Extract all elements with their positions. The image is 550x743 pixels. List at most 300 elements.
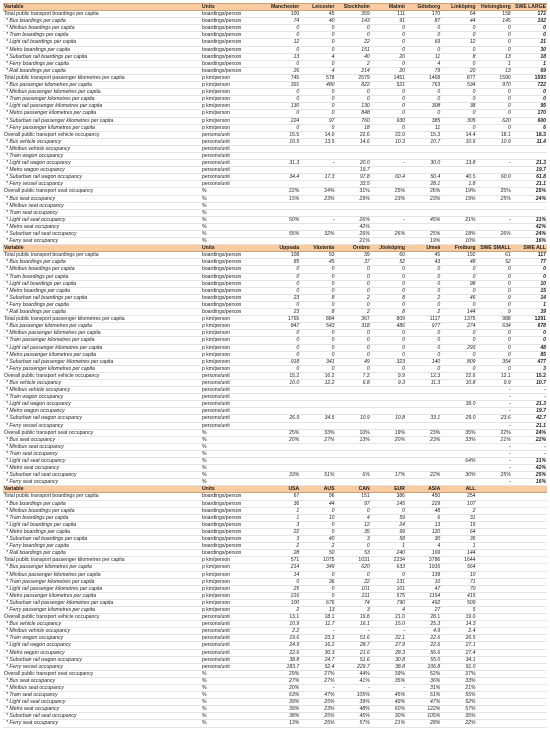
row-label: * Metro seat occupancy bbox=[3, 706, 201, 713]
cell-value bbox=[336, 450, 371, 457]
cell-value: 216 bbox=[265, 592, 300, 599]
cell-value: 0 bbox=[300, 337, 335, 344]
table-row bbox=[3, 635, 547, 642]
cell-value: 0 bbox=[371, 273, 406, 280]
row-label: * Suburban rail boardings per capita bbox=[3, 536, 201, 543]
cell-value: 254 bbox=[441, 493, 476, 500]
cell-value bbox=[477, 536, 512, 543]
cell-value: 0 bbox=[265, 301, 300, 308]
cell-value: 24% bbox=[512, 429, 547, 436]
table-row bbox=[3, 670, 547, 677]
cell-value: 359 bbox=[336, 11, 371, 18]
cell-value: 50.4 bbox=[406, 174, 441, 181]
cell-value bbox=[477, 599, 512, 606]
row-label: * Tram passenger kilometres per capita bbox=[3, 578, 201, 585]
cell-value bbox=[406, 152, 441, 159]
table-row bbox=[3, 507, 547, 514]
cell-value: 69 bbox=[512, 67, 547, 74]
cell-value: 492 bbox=[406, 599, 441, 606]
cell-value: 47 bbox=[406, 585, 441, 592]
cell-value: 23.3 bbox=[300, 635, 335, 642]
cell-value: 12 bbox=[336, 521, 371, 528]
cell-value: 42% bbox=[336, 223, 371, 230]
cell-value bbox=[371, 181, 406, 188]
table-row bbox=[3, 96, 547, 103]
cell-value bbox=[406, 387, 441, 394]
cell-value: 13% bbox=[336, 436, 371, 443]
row-label: * Bus boardings per capita bbox=[3, 500, 201, 507]
cell-value bbox=[406, 479, 441, 486]
cell-value: 122% bbox=[406, 706, 441, 713]
cell-value: 2 bbox=[336, 309, 371, 316]
cell-value: 23% bbox=[406, 195, 441, 202]
cell-value bbox=[477, 656, 512, 663]
cell-value: 22.6 bbox=[336, 131, 371, 138]
cell-value bbox=[512, 578, 547, 585]
row-label: * Minibus passenger kilometres per capita bbox=[3, 330, 201, 337]
cell-value: 0 bbox=[441, 46, 476, 53]
row-unit: % bbox=[201, 238, 265, 245]
cell-value: 26% bbox=[477, 231, 512, 238]
cell-value: 509 bbox=[441, 599, 476, 606]
cell-value: 60.4 bbox=[371, 174, 406, 181]
cell-value: 22% bbox=[512, 436, 547, 443]
cell-value: 14 bbox=[512, 294, 547, 301]
cell-value: 20% bbox=[371, 436, 406, 443]
cell-value: 0 bbox=[512, 330, 547, 337]
cell-value: 0 bbox=[300, 287, 335, 294]
row-label: * Minibus vehicle occupancy bbox=[3, 145, 201, 152]
row-unit: p km/person bbox=[201, 110, 265, 117]
row-label: * Ferry seat occupancy bbox=[3, 479, 201, 486]
cell-value: 21.1 bbox=[512, 422, 547, 429]
cell-value: 101 bbox=[371, 585, 406, 592]
cell-value: 97 bbox=[336, 500, 371, 507]
cell-value: 12.1 bbox=[477, 372, 512, 379]
cell-value: 29% bbox=[265, 670, 300, 677]
cell-value: 0 bbox=[265, 25, 300, 32]
row-unit: boardings/person bbox=[201, 550, 265, 557]
row-label: * Metro wagon occupancy bbox=[3, 408, 201, 415]
cell-value bbox=[406, 465, 441, 472]
cell-value: 847 bbox=[265, 323, 300, 330]
cell-value bbox=[441, 422, 476, 429]
cell-value: 0 bbox=[371, 60, 406, 67]
cell-value bbox=[371, 401, 406, 408]
cell-value bbox=[477, 181, 512, 188]
row-unit: boardings/person bbox=[201, 11, 265, 18]
header-column: SWE ALL bbox=[512, 245, 547, 252]
cell-value bbox=[477, 677, 512, 684]
cell-value: 0 bbox=[406, 32, 441, 39]
cell-value: 50 bbox=[300, 550, 335, 557]
header-column: Västerås bbox=[300, 245, 335, 252]
cell-value: 23% bbox=[406, 429, 441, 436]
cell-value bbox=[441, 394, 476, 401]
cell-value: 15.5 bbox=[265, 131, 300, 138]
cell-value bbox=[371, 422, 406, 429]
cell-value: - bbox=[371, 685, 406, 692]
table-row bbox=[3, 450, 547, 457]
cell-value bbox=[300, 401, 335, 408]
cell-value: 10 bbox=[441, 571, 476, 578]
table-row bbox=[3, 330, 547, 337]
table-row bbox=[3, 280, 547, 287]
cell-value bbox=[265, 401, 300, 408]
cell-value bbox=[477, 685, 512, 692]
cell-value: 22% bbox=[406, 472, 441, 479]
cell-value: - bbox=[512, 394, 547, 401]
cell-value: 0 bbox=[336, 273, 371, 280]
cell-value bbox=[371, 450, 406, 457]
cell-value: 34.1 bbox=[441, 656, 476, 663]
row-label: * Tram wagon occupancy bbox=[3, 635, 201, 642]
table-row bbox=[3, 344, 547, 351]
cell-value: 0 bbox=[300, 266, 335, 273]
row-label: * Light rail seat occupancy bbox=[3, 216, 201, 223]
cell-value: 678 bbox=[512, 323, 547, 330]
cell-value: 1765 bbox=[265, 316, 300, 323]
cell-value: 111 bbox=[371, 11, 406, 18]
cell-value: 22% bbox=[477, 429, 512, 436]
table-row bbox=[3, 273, 547, 280]
cell-value: 13.5 bbox=[300, 138, 335, 145]
row-unit: % bbox=[201, 195, 265, 202]
cell-value: 15 bbox=[512, 287, 547, 294]
header-row bbox=[3, 486, 547, 493]
cell-value: 170 bbox=[406, 11, 441, 18]
cell-value: 0 bbox=[300, 592, 335, 599]
row-label: * Bus boardings per capita bbox=[3, 18, 201, 25]
cell-value: 43 bbox=[406, 259, 441, 266]
cell-value: 13 bbox=[300, 606, 335, 613]
row-label: Total public transport boardings per capita bbox=[3, 252, 201, 259]
cell-value: 0 bbox=[371, 103, 406, 110]
header-units: Units bbox=[201, 245, 265, 252]
cell-value: 46 bbox=[441, 294, 476, 301]
cell-value: 183.7 bbox=[265, 663, 300, 670]
row-label: * Light rail passenger kilometres per capita bbox=[3, 103, 201, 110]
cell-value: 0 bbox=[336, 266, 371, 273]
cell-value: 884 bbox=[300, 316, 335, 323]
data-table bbox=[3, 3, 547, 728]
cell-value: 64 bbox=[441, 11, 476, 18]
cell-value: 0 bbox=[477, 46, 512, 53]
row-unit: % bbox=[201, 677, 265, 684]
cell-value: 0 bbox=[300, 39, 335, 46]
cell-value: 170 bbox=[512, 110, 547, 117]
cell-value: 2 bbox=[336, 60, 371, 67]
cell-value: 10.7 bbox=[512, 379, 547, 386]
cell-value: 52% bbox=[441, 699, 476, 706]
cell-value: 1154 bbox=[406, 592, 441, 599]
header-column: Stockholm bbox=[336, 4, 371, 11]
cell-value: 27% bbox=[300, 436, 335, 443]
cell-value: 0 bbox=[512, 337, 547, 344]
cell-value: 0 bbox=[371, 124, 406, 131]
cell-value: 3 bbox=[265, 521, 300, 528]
cell-value: 0 bbox=[371, 89, 406, 96]
cell-value: 0 bbox=[300, 521, 335, 528]
cell-value: - bbox=[477, 465, 512, 472]
table-row bbox=[3, 82, 547, 89]
cell-value: 0 bbox=[406, 287, 441, 294]
cell-value: 39% bbox=[265, 706, 300, 713]
cell-value bbox=[300, 422, 335, 429]
header-column bbox=[512, 486, 547, 493]
row-unit: % bbox=[201, 223, 265, 230]
table-row bbox=[3, 11, 547, 18]
cell-value bbox=[441, 209, 476, 216]
table-body bbox=[3, 4, 547, 728]
cell-value: 31% bbox=[336, 188, 371, 195]
cell-value: 745 bbox=[265, 74, 300, 81]
cell-value: 21.3 bbox=[512, 160, 547, 167]
row-unit: p km/person bbox=[201, 578, 265, 585]
cell-value: 1117 bbox=[406, 316, 441, 323]
cell-value: 60.0 bbox=[477, 174, 512, 181]
row-label: * Bus passenger kilometres per capita bbox=[3, 82, 201, 89]
cell-value bbox=[512, 656, 547, 663]
cell-value bbox=[300, 450, 335, 457]
cell-value: 0 bbox=[265, 46, 300, 53]
row-unit: boardings/person bbox=[201, 528, 265, 535]
row-unit: p km/person bbox=[201, 323, 265, 330]
cell-value: 214 bbox=[336, 67, 371, 74]
cell-value bbox=[300, 145, 335, 152]
cell-value: 25% bbox=[300, 699, 335, 706]
cell-value: 0 bbox=[371, 301, 406, 308]
table-row bbox=[3, 138, 547, 145]
row-unit: boardings/person bbox=[201, 287, 265, 294]
cell-value: 15.0 bbox=[371, 621, 406, 628]
row-unit: % bbox=[201, 720, 265, 727]
cell-value: 27.4 bbox=[441, 649, 476, 656]
row-unit: % bbox=[201, 209, 265, 216]
table-row bbox=[3, 316, 547, 323]
cell-value: 0 bbox=[477, 351, 512, 358]
cell-value: 0 bbox=[336, 351, 371, 358]
row-label: Total public transport boardings per capita bbox=[3, 493, 201, 500]
cell-value: 105% bbox=[336, 692, 371, 699]
header-column: Helsingborg bbox=[477, 4, 512, 11]
cell-value bbox=[300, 181, 335, 188]
cell-value bbox=[265, 422, 300, 429]
row-label: * Suburban rail boardings per capita bbox=[3, 294, 201, 301]
cell-value: 45 bbox=[300, 11, 335, 18]
cell-value bbox=[512, 592, 547, 599]
cell-value: 42% bbox=[512, 465, 547, 472]
cell-value: 12.3 bbox=[406, 372, 441, 379]
table-row bbox=[3, 188, 547, 195]
cell-value: 12.2 bbox=[300, 379, 335, 386]
cell-value: 0 bbox=[406, 89, 441, 96]
table-row bbox=[3, 209, 547, 216]
cell-value: 15.3 bbox=[406, 131, 441, 138]
cell-value bbox=[406, 422, 441, 429]
cell-value bbox=[336, 202, 371, 209]
row-unit: % bbox=[201, 216, 265, 223]
cell-value: 0 bbox=[336, 337, 371, 344]
cell-value: 26.9 bbox=[265, 415, 300, 422]
cell-value: 139 bbox=[406, 571, 441, 578]
cell-value: - bbox=[371, 628, 406, 635]
cell-value: 0 bbox=[300, 507, 335, 514]
table-row bbox=[3, 550, 547, 557]
cell-value bbox=[441, 145, 476, 152]
cell-value: 27% bbox=[300, 677, 335, 684]
row-unit: p km/person bbox=[201, 96, 265, 103]
cell-value: 0 bbox=[512, 32, 547, 39]
cell-value: 33.5 bbox=[336, 181, 371, 188]
cell-value: 56.6 bbox=[406, 649, 441, 656]
cell-value: 575 bbox=[371, 592, 406, 599]
row-unit: p km/person bbox=[201, 74, 265, 81]
cell-value: 480 bbox=[300, 82, 335, 89]
table-row bbox=[3, 514, 547, 521]
cell-value: 31% bbox=[512, 458, 547, 465]
cell-value: 367 bbox=[336, 316, 371, 323]
row-label: * Metro wagon occupancy bbox=[3, 167, 201, 174]
cell-value: 305 bbox=[441, 117, 476, 124]
cell-value: 14.0 bbox=[300, 131, 335, 138]
row-unit: persons/unit bbox=[201, 160, 265, 167]
cell-value: 633 bbox=[371, 564, 406, 571]
cell-value: 39% bbox=[265, 699, 300, 706]
row-label: * Minibus vehicle occupancy bbox=[3, 628, 201, 635]
row-unit: persons/unit bbox=[201, 145, 265, 152]
cell-value: 977 bbox=[406, 323, 441, 330]
table-row bbox=[3, 238, 547, 245]
row-unit: % bbox=[201, 202, 265, 209]
cell-value bbox=[477, 670, 512, 677]
header-column: USA bbox=[265, 486, 300, 493]
cell-value: 35% bbox=[371, 677, 406, 684]
cell-value: 6 bbox=[406, 514, 441, 521]
cell-value: 19% bbox=[441, 188, 476, 195]
cell-value: 9.3 bbox=[371, 379, 406, 386]
row-label: Overall public transport vehicle occupancy bbox=[3, 131, 201, 138]
cell-value: - bbox=[477, 450, 512, 457]
cell-value bbox=[371, 152, 406, 159]
row-label: * Ferry seat occupancy bbox=[3, 720, 201, 727]
row-unit: p km/person bbox=[201, 606, 265, 613]
cell-value: 763 bbox=[406, 82, 441, 89]
cell-value: 22 bbox=[265, 528, 300, 535]
cell-value: 11.7 bbox=[300, 621, 335, 628]
cell-value: 131 bbox=[371, 578, 406, 585]
cell-value bbox=[512, 536, 547, 543]
cell-value: 341 bbox=[300, 358, 335, 365]
cell-value: 5 bbox=[441, 606, 476, 613]
row-unit: % bbox=[201, 188, 265, 195]
cell-value: 0 bbox=[477, 330, 512, 337]
cell-value: 48% bbox=[336, 706, 371, 713]
cell-value: 4 bbox=[406, 60, 441, 67]
cell-value: 0 bbox=[371, 280, 406, 287]
row-label: * Ferry boardings per capita bbox=[3, 60, 201, 67]
cell-value: 534 bbox=[441, 82, 476, 89]
cell-value bbox=[371, 223, 406, 230]
cell-value bbox=[512, 571, 547, 578]
cell-value: 293 bbox=[441, 344, 476, 351]
cell-value: 13 bbox=[477, 53, 512, 60]
cell-value bbox=[336, 443, 371, 450]
table-row bbox=[3, 46, 547, 53]
cell-value: 38.8 bbox=[371, 663, 406, 670]
cell-value bbox=[512, 663, 547, 670]
cell-value: 6.8 bbox=[336, 379, 371, 386]
row-label: * Suburban rail seat occupancy bbox=[3, 231, 201, 238]
cell-value: 172 bbox=[512, 11, 547, 18]
row-label: * Bus boardings per capita bbox=[3, 259, 201, 266]
cell-value bbox=[300, 223, 335, 230]
row-label: * Tram boardings per capita bbox=[3, 273, 201, 280]
cell-value: 64% bbox=[441, 458, 476, 465]
cell-value: 23% bbox=[371, 195, 406, 202]
cell-value: 0 bbox=[477, 124, 512, 131]
table-row bbox=[3, 685, 547, 692]
cell-value: 61.8 bbox=[512, 174, 547, 181]
cell-value: 2 bbox=[265, 543, 300, 550]
cell-value: 24% bbox=[512, 195, 547, 202]
table-row bbox=[3, 713, 547, 720]
cell-value: 21% bbox=[441, 216, 476, 223]
cell-value: 0 bbox=[371, 571, 406, 578]
row-unit: persons/unit bbox=[201, 656, 265, 663]
cell-value: 620 bbox=[477, 117, 512, 124]
cell-value: 169 bbox=[406, 550, 441, 557]
cell-value bbox=[477, 202, 512, 209]
cell-value: 0 bbox=[265, 337, 300, 344]
row-label: * Bus seat occupancy bbox=[3, 436, 201, 443]
cell-value: 790 bbox=[371, 599, 406, 606]
cell-value: 74 bbox=[336, 599, 371, 606]
table-row bbox=[3, 528, 547, 535]
row-label: * Suburban rail boardings per capita bbox=[3, 53, 201, 60]
cell-value: 224 bbox=[265, 117, 300, 124]
cell-value: 809 bbox=[371, 316, 406, 323]
cell-value bbox=[441, 450, 476, 457]
cell-value bbox=[371, 408, 406, 415]
row-unit: p km/person bbox=[201, 557, 265, 564]
cell-value: 67 bbox=[265, 493, 300, 500]
cell-value: 1 bbox=[512, 60, 547, 67]
cell-value: 15.2 bbox=[512, 372, 547, 379]
cell-value: 0 bbox=[300, 571, 335, 578]
row-unit: persons/unit bbox=[201, 372, 265, 379]
table-row bbox=[3, 103, 547, 110]
cell-value: 41% bbox=[336, 677, 371, 684]
cell-value: 35% bbox=[441, 713, 476, 720]
cell-value: 33% bbox=[265, 472, 300, 479]
row-label: Overall public transport seat occupancy bbox=[3, 429, 201, 436]
cell-value: 308 bbox=[406, 103, 441, 110]
cell-value bbox=[371, 202, 406, 209]
cell-value: 8 bbox=[371, 294, 406, 301]
cell-value: 0 bbox=[265, 351, 300, 358]
row-label: * Suburban rail passenger kilometres per capita bbox=[3, 117, 201, 124]
cell-value: 95 bbox=[512, 103, 547, 110]
cell-value: 79 bbox=[406, 67, 441, 74]
table-row bbox=[3, 372, 547, 379]
cell-value bbox=[477, 571, 512, 578]
cell-value: 40.5 bbox=[441, 174, 476, 181]
row-unit: % bbox=[201, 429, 265, 436]
cell-value bbox=[265, 458, 300, 465]
cell-value: 30.8 bbox=[371, 656, 406, 663]
cell-value bbox=[512, 543, 547, 550]
